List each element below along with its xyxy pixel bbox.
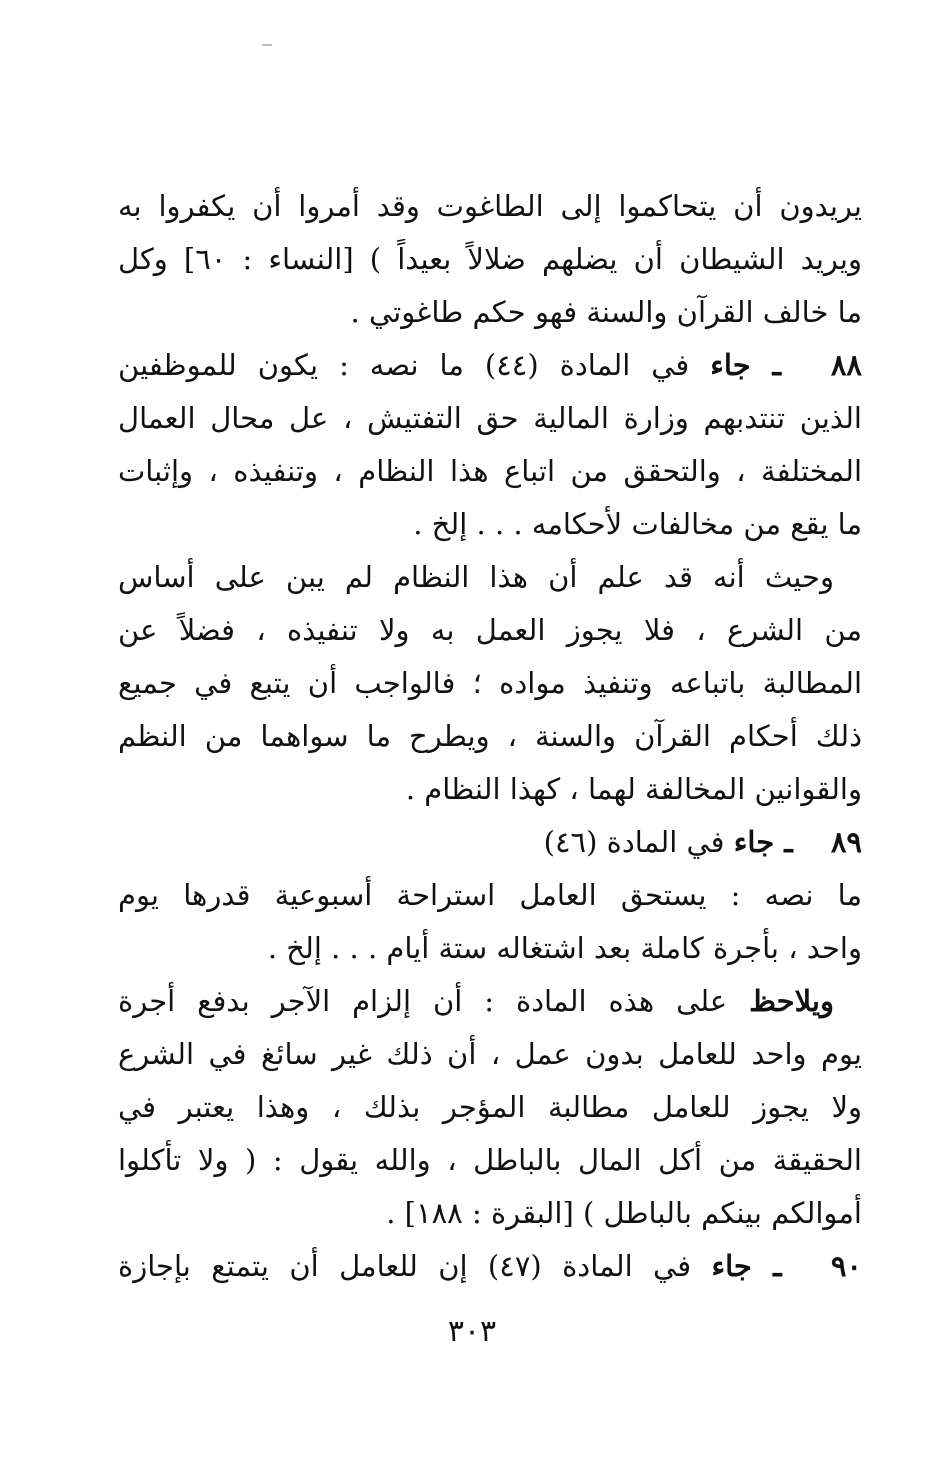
- text-line: واحد ، بأجرة كاملة بعد اشتغاله ستة أيام . . . إلخ .: [267, 931, 862, 965]
- text-line: المطالبة باتباعه وتنفيذ مواده ؛ فالواجب أن يتبع في جميع: [118, 666, 862, 700]
- text-line: ٩٠ ـ جاء في المادة (٤٧) إن للعامل أن يتمتع بإجازة: [118, 1249, 862, 1283]
- page-number: ٣٠٣: [447, 1314, 497, 1349]
- text-line: يريدون أن يتحاكموا إلى الطاغوت وقد أمروا أن يكفروا به: [118, 189, 862, 223]
- item-number-90: ٩٠ ـ جاء: [711, 1249, 862, 1283]
- note-lead: ويلاحظ: [749, 984, 834, 1018]
- text-line: وحيث أنه قد علم أن هذا النظام لم يبن على أساس: [118, 560, 834, 594]
- text-line: ولا يجوز للعامل مطالبة المؤجر بذلك ، وهذا يعتبر في: [118, 1090, 862, 1124]
- text-line: الذين تنتدبهم وزارة المالية حق التفتيش ، عل محال العمال: [118, 401, 862, 435]
- text-line: أموالكم بينكم بالباطل ) [البقرة : ١٨٨] .: [386, 1196, 862, 1230]
- text-line: يوم واحد للعامل بدون عمل ، أن ذلك غير سائغ في الشرع: [118, 1037, 862, 1071]
- text-line: ما نصه : يستحق العامل استراحة أسبوعية قدرها يوم: [118, 878, 862, 912]
- text-line: ويريد الشيطان أن يضلهم ضلالاً بعيداً ) [النساء : ٦٠] وكل: [118, 242, 862, 276]
- text-line: الحقيقة من أكل المال بالباطل ، والله يقول : ( ولا تأكلوا: [118, 1143, 862, 1177]
- text-line: ما يقع من مخالفات لأحكامه . . . إلخ .: [413, 507, 862, 541]
- item-number-89: ٨٩ ـ جاء: [733, 825, 862, 859]
- text-line: ٨٩ ـ جاء في المادة (٤٦): [543, 825, 862, 859]
- text-line: ما خالف القرآن والسنة فهو حكم طاغوتي .: [350, 295, 862, 329]
- text-line: ويلاحظ على هذه المادة : أن إلزام الآجر بدفع أجرة: [118, 984, 834, 1018]
- item-number-88: ٨٨ ـ جاء: [710, 348, 862, 382]
- scan-speck: [262, 44, 272, 46]
- text-line: ذلك أحكام القرآن والسنة ، ويطرح ما سواهما من النظم: [118, 719, 862, 753]
- text-line: والقوانين المخالفة لهما ، كهذا النظام .: [405, 772, 862, 806]
- text-line: المختلفة ، والتحقق من اتباع هذا النظام ، وتنفيذه ، وإثبات: [118, 454, 862, 488]
- text-line: ٨٨ ـ جاء في المادة (٤٤) ما نصه : يكون للموظفين: [118, 348, 862, 382]
- text-line: من الشرع ، فلا يجوز العمل به ولا تنفيذه ، فضلاً عن: [118, 613, 862, 647]
